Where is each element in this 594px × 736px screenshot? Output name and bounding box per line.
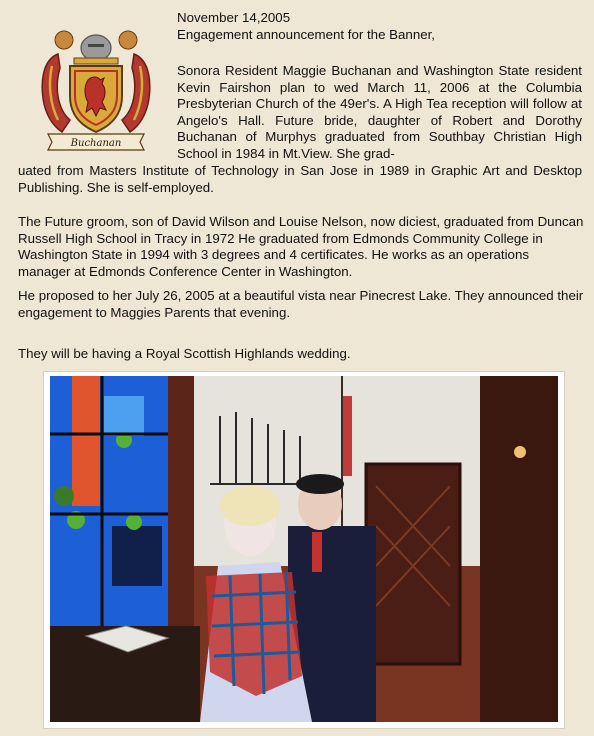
window-grapes xyxy=(54,486,74,506)
photo-door xyxy=(366,464,460,664)
photo-right-wall xyxy=(480,376,558,722)
groom-paragraph: The Future groom, son of David Wilson and Louise Nelson, now diciest, graduated from Duncan Russell High School in Tracy in 1972 He graduated from Edmonds Community College in Washington State in 1994 with 3 degrees and 4 certificates. He works as an operations manager at Edmonds Conference Center in Washington. xyxy=(18,214,584,279)
bride-hair xyxy=(220,486,280,526)
photo-flag xyxy=(342,396,352,476)
window-blue-pane xyxy=(104,396,144,436)
proposal-paragraph: He proposed to her July 26, 2005 at a beautiful vista near Pinecrest Lake. They announced their engagement to Maggies Parents that evening. xyxy=(18,288,584,320)
crest-helmet-visor xyxy=(88,44,104,47)
photo-frame xyxy=(44,372,564,728)
couple-photo xyxy=(50,376,558,722)
family-crest-image xyxy=(38,24,154,156)
crest-supporter-left xyxy=(55,31,73,49)
window-dark-pane xyxy=(112,526,162,586)
groom-hat xyxy=(296,474,344,494)
letter-subject: Engagement announcement for the Banner, xyxy=(177,27,435,42)
window-leaf xyxy=(126,514,142,530)
window-red-panel xyxy=(72,376,100,506)
crest-supporter-right xyxy=(119,31,137,49)
wall-lamp xyxy=(514,446,526,458)
crest-helmet xyxy=(81,35,111,61)
groom-tie xyxy=(312,532,322,572)
announcement-paragraph-1-part-2: uated from Masters Institute of Technology in San Jose in 1989 in Graphic Art and Desktop Publishing. She is self-employed. xyxy=(18,163,582,195)
announcement-paragraph-1-part-1: Sonora Resident Maggie Buchanan and Washington State resident Kevin Fairshon plan to wed March 11, 2006 at the Columbia Presbyterian Church of the 49er's. A High Tea reception will follow at Angelo's Hall. Future bride, daughter of Robert and Dorothy Buchanan of Murphys graduated from Southbay Christian High School in 1984 in Mt.View. She grad- xyxy=(177,63,582,161)
crest-wreath xyxy=(74,58,118,64)
wedding-paragraph: They will be having a Royal Scottish Highlands wedding. xyxy=(18,346,351,361)
letter-date: November 14,2005 xyxy=(177,10,291,25)
crest-motto-text: Buchanan xyxy=(70,138,122,149)
